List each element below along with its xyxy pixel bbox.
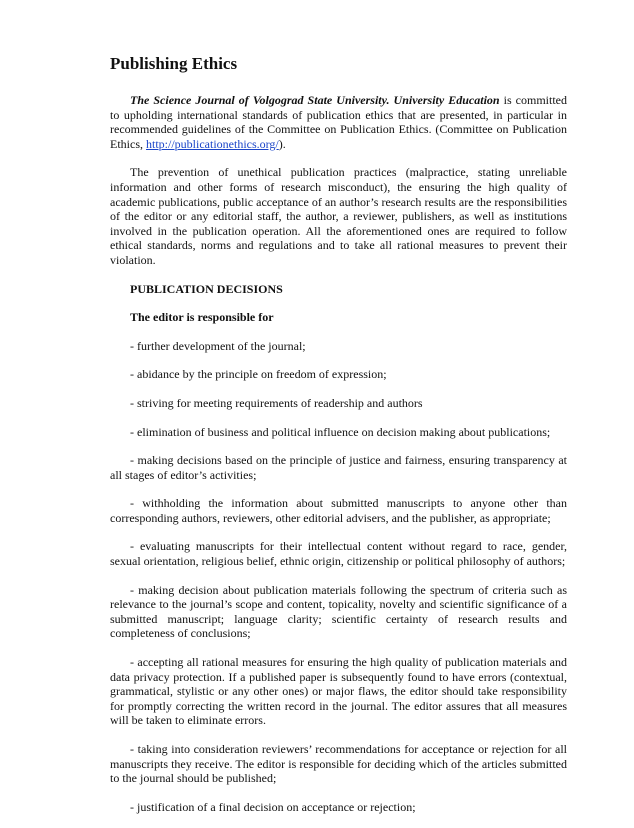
page-title: Publishing Ethics [110,54,238,73]
list-item: - making decision about publication materials following the spectrum of criteria such as relevance to the journal’s scope and content, topicality, novelty and scientific significance of a submitted manuscript; language clarity; scientific certainty of research results and completeness of conclusions; [110,582,567,641]
list-item: - abidance by the principle on freedom of expression; [130,367,387,382]
list-item: - making decisions based on the principle of justice and fairness, ensuring transparency at all stages of editor’s activities; [110,453,567,482]
list-item: - withholding the information about submitted manuscripts to anyone other than corresponding authors, reviewers, other editorial advisers, and the publisher, as appropriate; [110,496,567,525]
list-item: - elimination of business and political influence on decision making about publications; [130,424,551,439]
section-heading: PUBLICATION DECISIONS [130,281,283,296]
list-item: - evaluating manuscripts for their intellectual content without regard to race, gender, sexual orientation, religious belief, ethnic origin, citizenship or political philosophy of authors; [110,539,567,569]
document-page [110,54,567,828]
journal-name: The Science Journal of Volgograd State University. University Education [130,93,500,107]
intro-text: is committed to upholding international standards of publication ethics that are presented, in particular in recommended guidelines of the Committee on Publication Ethics. (Committee on Publication Ethics, [110,93,568,151]
list-item: - accepting all rational measures for ensuring the high quality of publication materials and data privacy protection. If a published paper is subsequently found to have errors (contextual, grammatical, stylistic or any other ones) or major flaws, the editor should take responsibility for promptly correcting the written record in the journal. The editor assures that all measures will be taken to eliminate errors. [110,655,567,728]
list-item: - further development of the journal; [130,338,306,353]
list-item: - justification of a final decision on acceptance or rejection; [130,799,416,814]
paragraph-prevention: The prevention of unethical publication practices (malpractice, stating unreliable information and other forms of research misconduct), the ensuring the high quality of academic publications, public acceptance of an author’s research results are the responsibilities of the editor or any editorial staff, the author, a reviewer, publishers, as well as institutions involved in the publication operation. All the aforementioned ones are required to follow ethical standards, norms and regulations and to take all rational measures to prevent their violation. [110,165,567,267]
list-item: - taking into consideration reviewers’ recommendations for acceptance or rejection for all manuscripts they receive. The editor is responsible for deciding which of the articles submitted to the journal should be published; [110,742,567,786]
intro-paragraph [110,93,567,151]
cope-link[interactable]: http://publicationethics.org/ [146,136,279,151]
intro-text-end: ). [278,136,286,151]
subheading: The editor is responsible for [130,310,274,325]
list-item: - striving for meeting requirements of readership and authors [130,395,423,410]
